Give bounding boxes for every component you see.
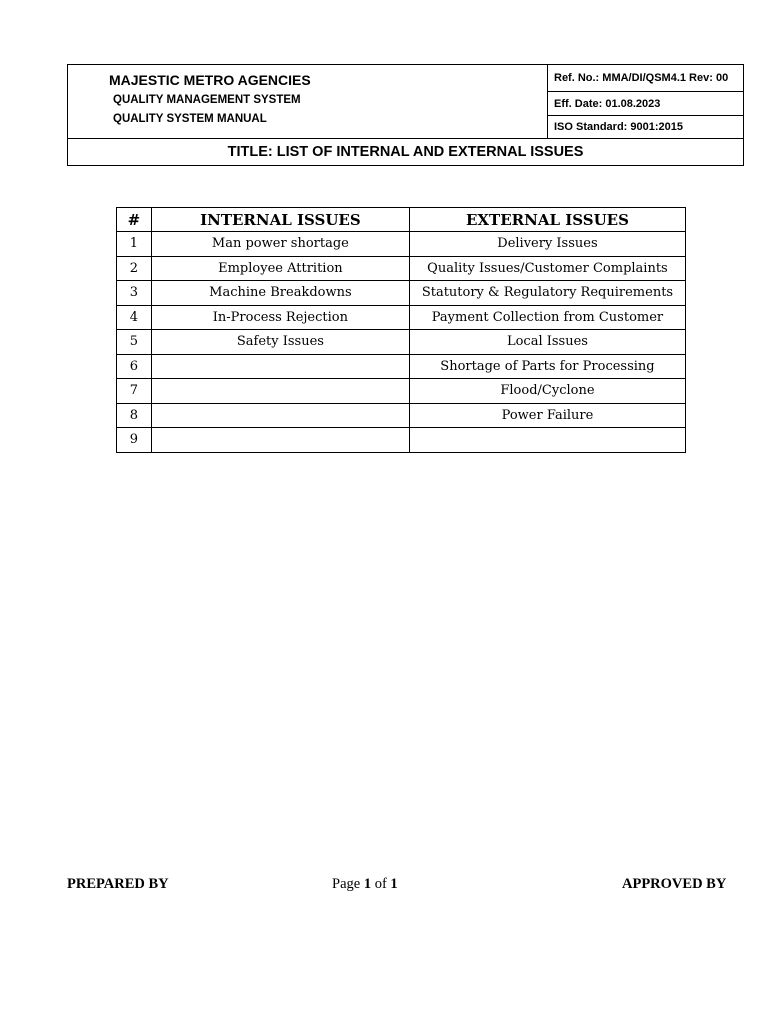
row-number: 3 <box>117 281 152 306</box>
external-issue: Flood/Cyclone <box>409 379 685 404</box>
page-of: of <box>374 876 387 892</box>
row-number: 1 <box>117 232 152 257</box>
row-number: 5 <box>117 330 152 355</box>
page-total: 1 <box>390 876 398 892</box>
header-external-issues: EXTERNAL ISSUES <box>409 208 685 232</box>
table-header-row <box>117 208 686 232</box>
table-row <box>117 256 686 281</box>
prepared-by-label: PREPARED BY <box>67 876 169 892</box>
table-row <box>117 305 686 330</box>
internal-issue: Machine Breakdowns <box>151 281 409 306</box>
header-org-info <box>68 65 548 138</box>
internal-issue: Man power shortage <box>151 232 409 257</box>
row-number: 9 <box>117 428 152 453</box>
table-row <box>117 330 686 355</box>
table-row <box>117 281 686 306</box>
header-internal-issues: INTERNAL ISSUES <box>151 208 409 232</box>
internal-issue: Employee Attrition <box>151 256 409 281</box>
external-issue: Power Failure <box>409 403 685 428</box>
row-number: 2 <box>117 256 152 281</box>
table-row <box>117 428 686 453</box>
table-row <box>117 232 686 257</box>
effective-date: Eff. Date: 01.08.2023 <box>548 92 743 116</box>
internal-issue <box>151 403 409 428</box>
issues-table <box>116 207 686 453</box>
iso-standard: ISO Standard: 9001:2015 <box>554 121 684 133</box>
page-indicator <box>332 876 398 893</box>
external-issue <box>409 428 685 453</box>
table-row <box>117 379 686 404</box>
system-name: QUALITY MANAGEMENT SYSTEM <box>113 94 301 106</box>
document-title: TITLE: LIST OF INTERNAL AND EXTERNAL ISSUES <box>68 138 743 165</box>
row-number: 6 <box>117 354 152 379</box>
table-row <box>117 403 686 428</box>
company-name: MAJESTIC METRO AGENCIES <box>109 72 311 88</box>
ref-number: Ref. No.: MMA/DI/QSM4.1 Rev: 00 <box>548 65 743 92</box>
external-issue: Statutory & Regulatory Requirements <box>409 281 685 306</box>
manual-name: QUALITY SYSTEM MANUAL <box>113 113 267 125</box>
internal-issue: Safety Issues <box>151 330 409 355</box>
internal-issue <box>151 379 409 404</box>
header-number: # <box>117 208 152 232</box>
approved-by-label: APPROVED BY <box>622 876 727 892</box>
document-header <box>67 64 744 166</box>
row-number: 8 <box>117 403 152 428</box>
page-word: Page <box>332 876 361 892</box>
internal-issue <box>151 354 409 379</box>
external-issue: Shortage of Parts for Processing <box>409 354 685 379</box>
row-number: 4 <box>117 305 152 330</box>
table-row <box>117 354 686 379</box>
external-issue: Delivery Issues <box>409 232 685 257</box>
external-issue: Local Issues <box>409 330 685 355</box>
internal-issue <box>151 428 409 453</box>
row-number: 7 <box>117 379 152 404</box>
page-current: 1 <box>363 876 372 892</box>
internal-issue: In-Process Rejection <box>151 305 409 330</box>
external-issue: Quality Issues/Customer Complaints <box>409 256 685 281</box>
header-doc-control <box>548 65 743 138</box>
external-issue: Payment Collection from Customer <box>409 305 685 330</box>
